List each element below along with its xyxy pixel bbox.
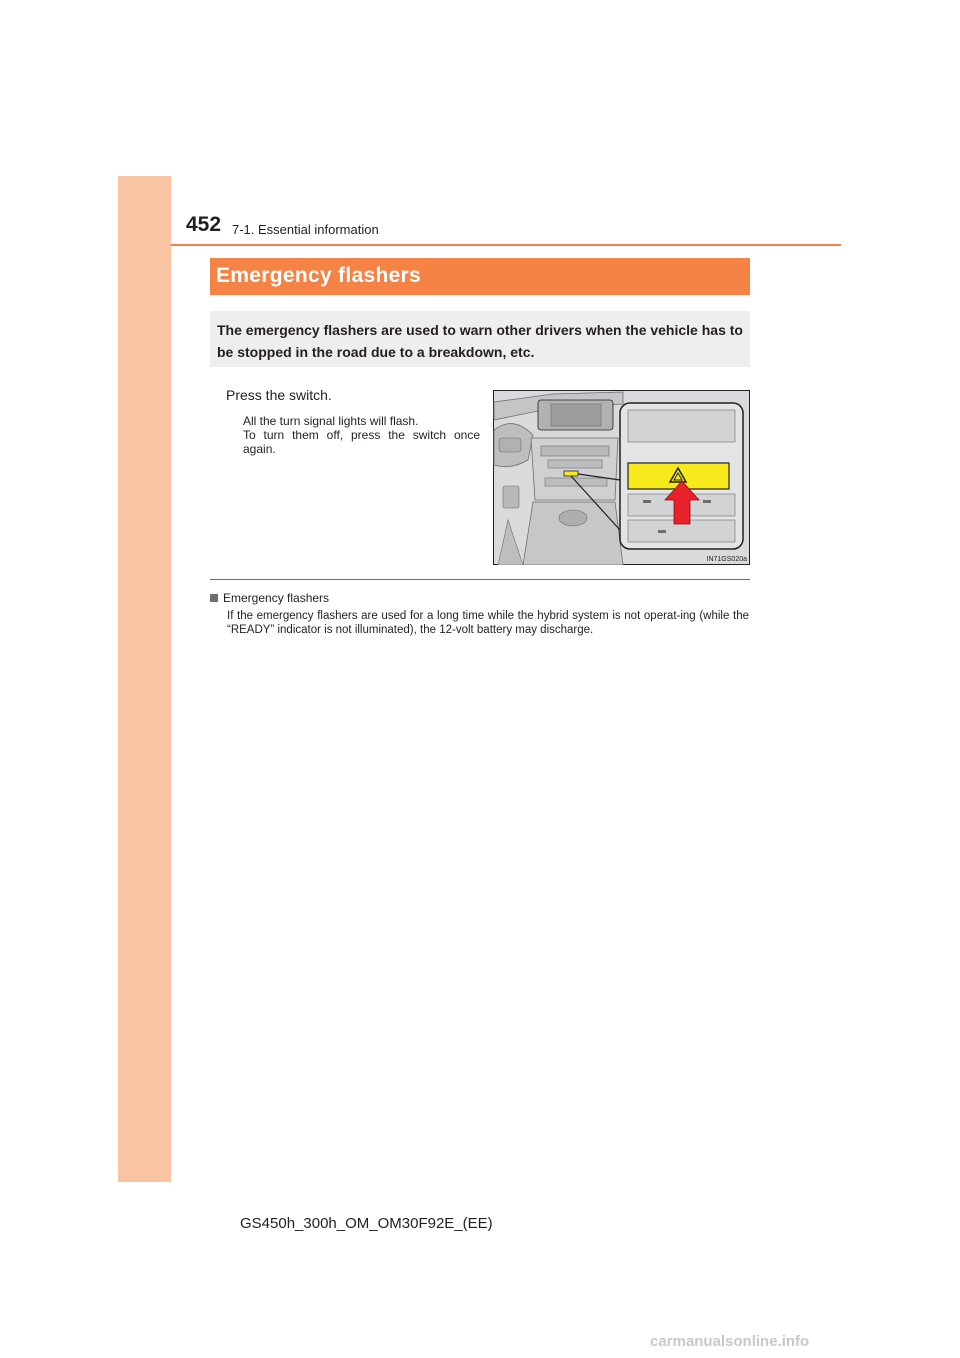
hazard-switch-figure — [493, 390, 750, 565]
note-body: If the emergency flashers are used for a long time while the hybrid system is not operat-ing (while the “READY” indicator is not illuminated), the 12-volt battery may discharge. — [227, 610, 749, 636]
note-heading — [210, 591, 329, 605]
note-title-text: Emergency flashers — [223, 591, 330, 605]
title-bar — [210, 258, 750, 295]
step-instruction: Press the switch. — [226, 387, 332, 403]
section-label: 7-1. Essential information — [232, 222, 379, 237]
intro-text: The emergency flashers are used to warn other drivers when the vehicle has to be stopped in the road due to a breakdown, etc. — [217, 322, 743, 360]
watermark: carmanualsonline.info — [650, 1333, 810, 1350]
square-bullet-icon — [210, 594, 218, 602]
dashboard-illustration — [493, 390, 750, 565]
page-title: Emergency flashers — [216, 264, 422, 287]
step-detail-line-2: To turn them off, press the switch once again. — [243, 428, 480, 456]
step-detail — [243, 414, 480, 456]
side-band — [118, 176, 171, 1182]
intro-box — [210, 311, 750, 367]
step-detail-line-1: All the turn signal lights will flash. — [243, 414, 419, 428]
footer-code: GS450h_300h_OM_OM30F92E_(EE) — [240, 1215, 493, 1232]
page-number: 452 — [186, 213, 222, 236]
figure-code: IN71GS020a — [706, 556, 747, 563]
header-rule — [171, 244, 841, 246]
notes-rule — [210, 579, 750, 580]
